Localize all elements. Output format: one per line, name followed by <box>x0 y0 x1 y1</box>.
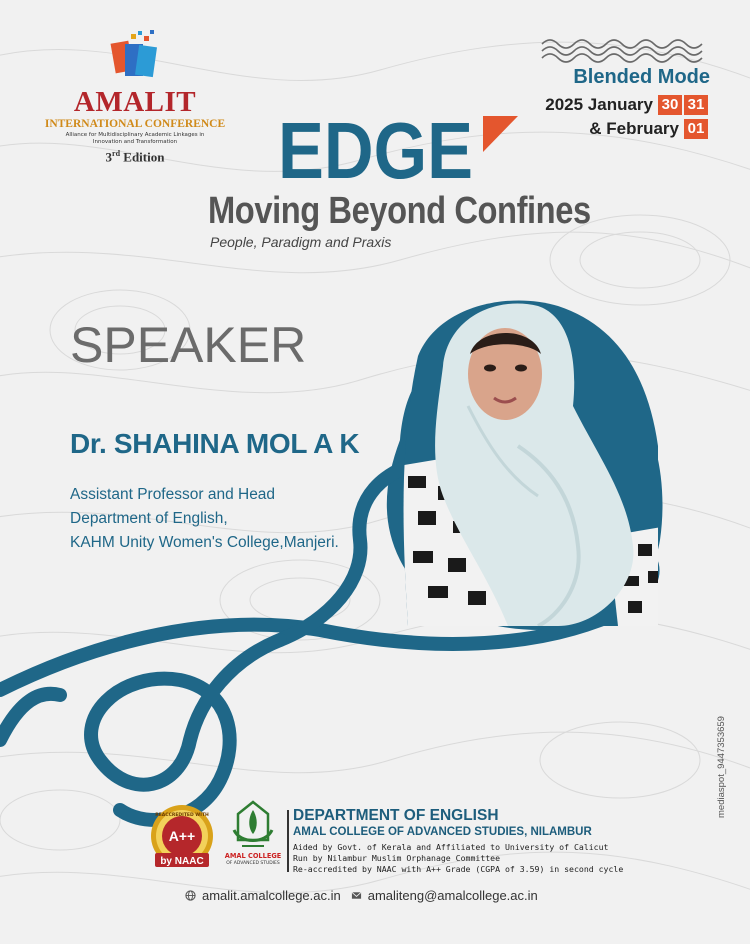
footer-divider <box>287 810 289 872</box>
theme-title: Moving Beyond Confines <box>208 190 591 232</box>
january-dates <box>545 94 708 116</box>
department-title: DEPARTMENT OF ENGLISH <box>293 807 499 824</box>
college-logo-name: AMAL COLLEGE <box>224 852 282 860</box>
speaker-name: Dr. SHAHINA MOL A K <box>70 428 360 459</box>
date-box: 30 <box>658 95 682 115</box>
naac-seal-bottom: by NAAC <box>160 856 204 867</box>
speaker-institution: KAHM Unity Women's College,Manjeri. <box>70 534 339 551</box>
college-logo <box>222 800 284 878</box>
naac-grade: A++ <box>168 828 196 844</box>
envelope-icon <box>351 890 362 901</box>
edition-number: 3 <box>105 149 113 165</box>
theme-subtitle: People, Paradigm and Praxis <box>210 234 392 250</box>
february-label: & February <box>589 119 679 138</box>
blended-mode-label: Blended Mode <box>573 66 710 88</box>
naac-seal-top: REACCREDITED WITH <box>155 813 209 818</box>
affiliation-line: Aided by Govt. of Kerala and Affiliated to University of Calicut <box>293 842 609 852</box>
date-box: 01 <box>684 119 708 139</box>
date-box: 31 <box>684 95 708 115</box>
edition-word: Edition <box>123 149 165 165</box>
speaker-heading: SPEAKER <box>70 317 307 373</box>
college-logo-sub: OF ADVANCED STUDIES <box>226 861 280 866</box>
edge-logo <box>278 112 528 186</box>
globe-icon <box>185 890 196 901</box>
college-emblem-icon <box>230 800 276 852</box>
wave-decoration <box>540 36 710 64</box>
amalit-logo <box>30 28 240 173</box>
january-label: 2025 January <box>545 95 653 114</box>
edge-flag-shape <box>483 116 518 152</box>
speaker-photo <box>398 296 668 626</box>
books-icon <box>107 28 165 84</box>
conference-subtitle <box>50 132 220 146</box>
edge-logo-text: EDGE <box>278 112 473 186</box>
amalit-wordmark: AMALIT <box>73 86 197 118</box>
naac-seal <box>147 803 217 875</box>
conference-subtitle-line: Alliance for Multidisciplinary Academic Linkages in <box>65 132 205 138</box>
watermark: mediaspot_9447353659 <box>716 716 727 818</box>
email-link[interactable]: amaliteng@amalcollege.ac.in <box>367 888 538 903</box>
contact-bar <box>185 888 585 903</box>
affiliation-line: Run by Nilambur Muslim Orphanage Committee <box>293 853 501 863</box>
conference-subtitle-line: Innovation and Transformation <box>92 139 178 145</box>
edition-label <box>30 149 240 165</box>
affiliation-line: Re-accredited by NAAC with A++ Grade (CGPA of 3.59) in second cycle <box>293 864 624 874</box>
february-dates <box>589 118 708 140</box>
edition-suffix: rd <box>112 149 121 158</box>
speaker-designation: Assistant Professor and Head <box>70 486 276 503</box>
college-name: AMAL COLLEGE OF ADVANCED STUDIES, NILAMBUR <box>293 826 592 838</box>
conference-type: INTERNATIONAL CONFERENCE <box>44 118 226 130</box>
website-link[interactable]: amalit.amalcollege.ac.in <box>202 888 341 903</box>
speaker-department: Department of English, <box>70 510 228 527</box>
